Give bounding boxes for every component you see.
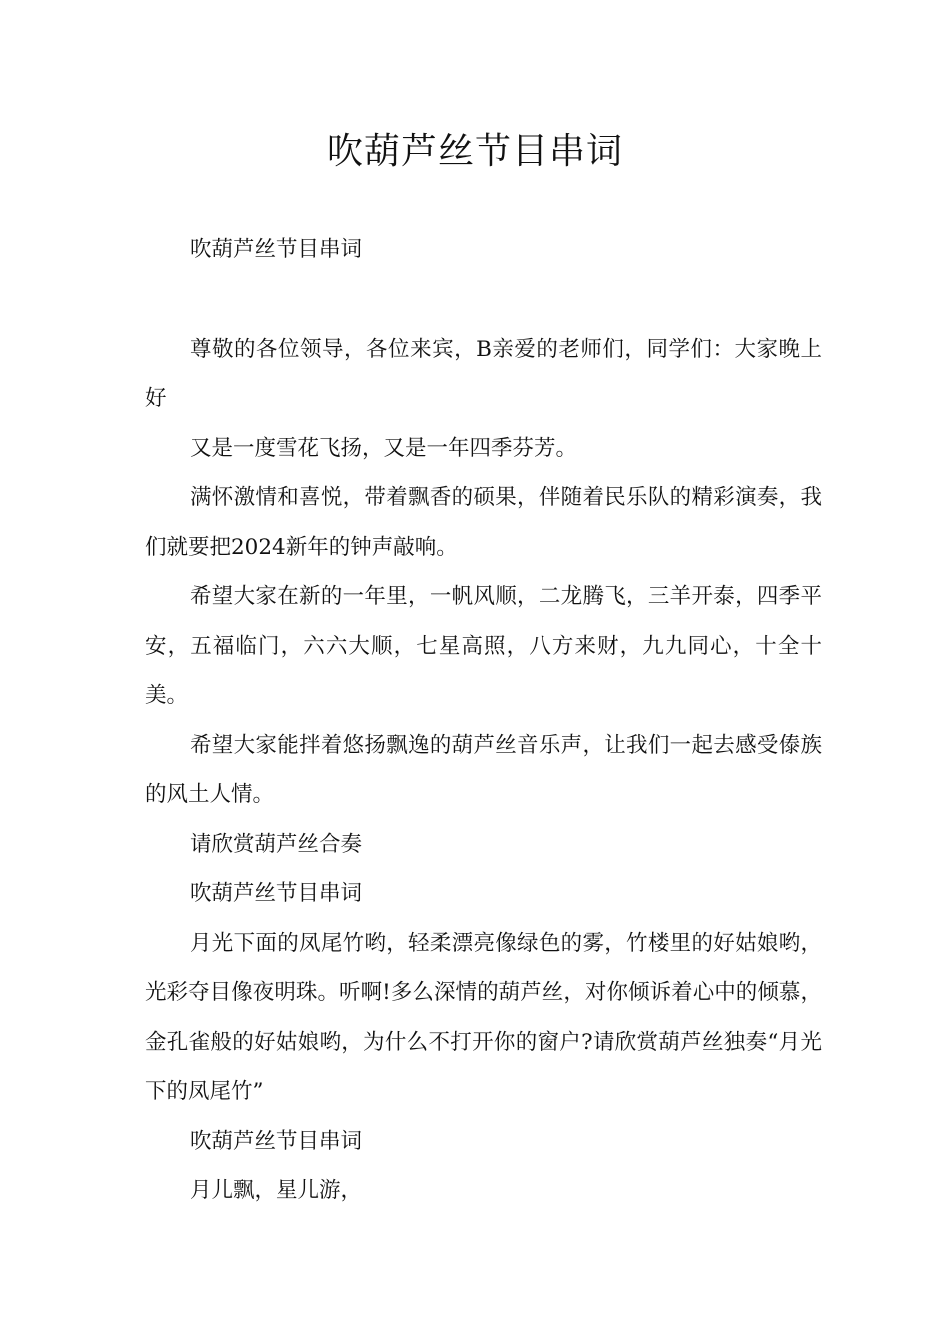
paragraph-wishes: 希望大家在新的一年里，一帆风顺，二龙腾飞，三羊开泰，四季平安，五福临门，六六大顺，七星高照，八方来财，九九同心，十全十美。 [145,584,822,708]
blank-line [145,275,822,325]
paragraph-subtitle: 吹葫芦丝节目串词 [190,237,363,262]
document-title: 吹葫芦丝节目串词 [326,131,623,172]
document-body [145,225,822,1216]
paragraph-heading-2: 吹葫芦丝节目串词 [190,881,363,906]
paragraph-season: 又是一度雪花飞扬，又是一年四季芬芳。 [190,435,578,461]
paragraph-ensemble: 请欣赏葫芦丝合奏 [190,831,363,857]
paragraph-moonlight: 月光下面的凤尾竹哟，轻柔漂亮像绿色的雾，竹楼里的好姑娘哟，光彩夺目像夜明珠。听啊!多么深情的葫芦丝，对你倾诉着心中的倾慕，金孔雀般的好姑娘哟，为什么不打开你的窗户?请欣赏葫芦丝独奏“月光下的凤尾竹” [145,930,822,1104]
paragraph-heading-3: 吹葫芦丝节目串词 [190,1128,363,1154]
paragraph-music: 希望大家能拌着悠扬飘逸的葫芦丝音乐声，让我们一起去感受傣族的风土人情。 [145,732,822,807]
paragraph-greeting: 尊敬的各位领导，各位来宾，B亲爱的老师们，同学们：大家晚上好 [145,336,822,411]
paragraph-new-year: 满怀激情和喜悦，带着飘香的硕果，伴随着民乐队的精彩演奏，我们就要把2024新年的钟声敲响。 [145,485,822,560]
paragraph-moon-stars: 月儿飘，星儿游， [190,1178,363,1203]
